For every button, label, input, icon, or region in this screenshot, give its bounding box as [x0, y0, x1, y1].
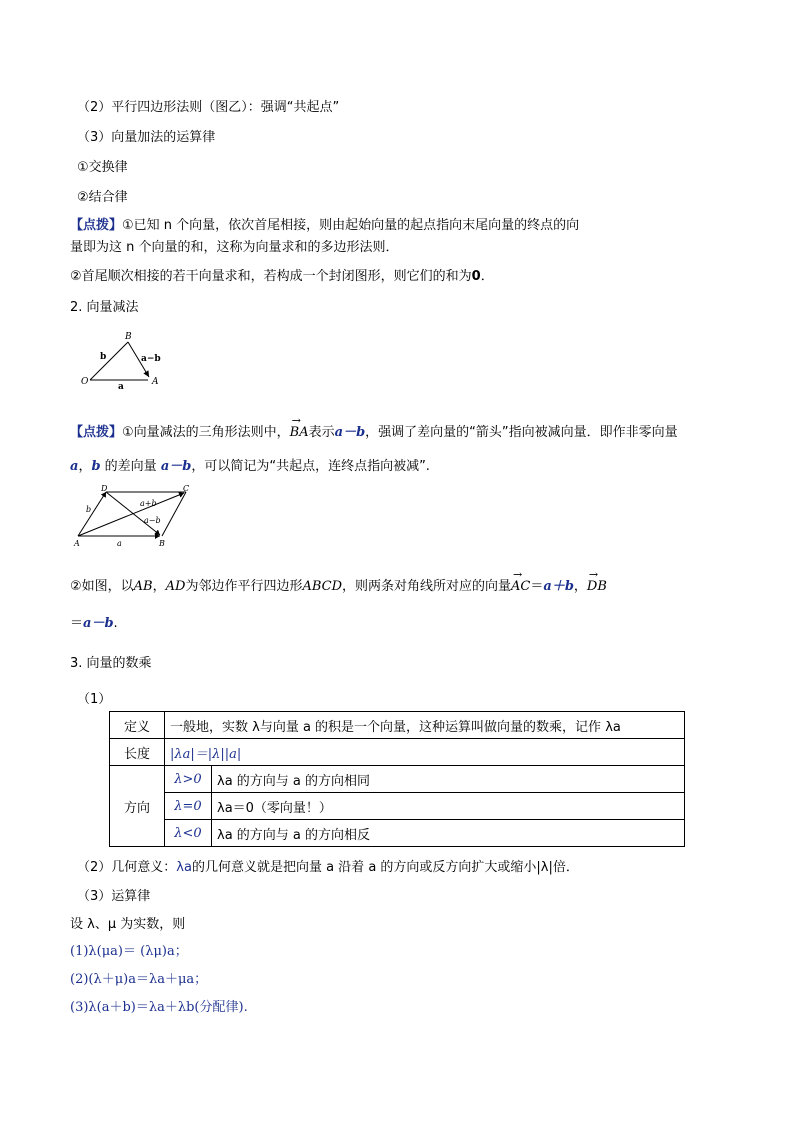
condition-zero: λ=0 [165, 793, 212, 820]
para-text-1: ②如图，以 [70, 579, 134, 594]
diagonal-AC [78, 493, 184, 536]
para-sum: a＋b [543, 579, 574, 594]
label-b2: b [86, 505, 92, 514]
vector-DB: → DB [587, 579, 607, 594]
definition-label: 定义 [110, 712, 165, 739]
table-row [110, 739, 685, 766]
tip3-comma: ， [78, 459, 92, 474]
tip3-diff: a－b [160, 459, 192, 474]
parallelogram-figure [72, 484, 200, 550]
direction-label: 方向 [110, 766, 165, 847]
label-B2: B [159, 539, 165, 548]
length-label: 长度 [110, 739, 165, 766]
subsection-1: （1） [77, 692, 112, 707]
label-a2: a [117, 539, 122, 548]
tip-paragraph-2 [70, 265, 494, 284]
law-3: (3)λ(a＋b)＝λa＋λb(分配律). [70, 1000, 248, 1015]
tip3-label: 【点拨】 [70, 425, 123, 440]
para2-eq: ＝ [70, 616, 84, 631]
side-CB [162, 492, 186, 536]
table-row [110, 820, 685, 847]
vector-AC: → AC [511, 579, 530, 594]
geo-label: （2）几何意义： [77, 860, 177, 875]
tip2-text: ②首尾顺次相接的若干向量求和，若构成一个封闭图形，则它们的和为 [70, 269, 472, 284]
length-text: |λa|＝|λ||a| [165, 739, 685, 766]
para-text-3: ，则两条对角线所对应的向量 [342, 579, 512, 594]
para-AB: AB [133, 579, 153, 594]
tip2-end: ． [480, 269, 494, 284]
direction-negative: λa 的方向与 a 的方向相反 [212, 820, 685, 847]
heading-addition-laws: （3）向量加法的运算律 [77, 130, 216, 145]
section-vector-subtraction: 2. 向量减法 [70, 300, 139, 315]
tip3-expr: a－b [334, 425, 366, 440]
definition-content: 一般地，实数 λ与向量 a 的积是一个向量，这种运算叫做向量的数乘，记作 λa [170, 719, 621, 735]
parallelogram-paragraph-1 [70, 575, 607, 594]
condition-positive: λ>0 [165, 766, 212, 793]
label-a: a [118, 382, 124, 392]
law-1: (1)λ(μa)＝ (λμ)a； [70, 944, 188, 959]
tip-paragraph-3b [70, 455, 430, 474]
tip3-b: b [91, 459, 101, 474]
label-A2: A [74, 539, 80, 548]
parallelogram-paragraph-2 [70, 612, 118, 631]
law-2: (2)(λ＋μ)a＝λa＋μa； [70, 972, 208, 987]
condition-negative: λ<0 [165, 820, 212, 847]
label-D: D [101, 484, 108, 493]
tip3-text-2: 表示 [308, 425, 335, 440]
table-row [110, 793, 685, 820]
para2-dot: . [113, 616, 118, 631]
tip-text-1b: 量即为这 n 个向量的和，这称为向量求和的多边形法则． [70, 240, 399, 255]
para2-expr: a－b [83, 616, 114, 631]
geo-text: 的几何意义就是把向量 a 沿着 a 的方向或反方向扩大或缩小|λ|倍． [191, 860, 579, 875]
table-row [110, 712, 685, 739]
tip3-text-4: 的差向量 [100, 459, 161, 474]
vector-b-line [90, 342, 128, 380]
tip3-a: a [70, 459, 79, 474]
label-a-minus-b2: a−b [144, 516, 161, 525]
tip3-text-5: ，可以简记为“共起点，连终点指向被减”. [191, 459, 430, 474]
heading-parallelogram-rule: （2）平行四边形法则（图乙）：强调“共起点” [77, 100, 340, 115]
label-C: C [183, 484, 190, 493]
section-scalar-multiplication: 3. 向量的数乘 [70, 656, 152, 671]
para-text-2: 为邻边作平行四边形 [185, 579, 303, 594]
tip-label: 【点拨】 [70, 218, 123, 233]
law-intro: 设 λ、μ 为实数，则 [70, 917, 186, 932]
geo-lambda-a: λa [176, 860, 192, 875]
direction-zero: λa＝0（零向量！） [212, 793, 685, 820]
side-AD [78, 492, 106, 536]
subtraction-triangle-figure [78, 328, 168, 392]
label-B: B [125, 332, 132, 342]
associative-law: ②结合律 [77, 190, 128, 205]
para-comma2: ， [573, 579, 587, 594]
tip-text-1a: ①已知 n 个向量，依次首尾相接，则由起始向量的起点指向末尾向量的终点的向 [122, 218, 580, 233]
tip3-text-3: ，强调了差向量的“箭头”指向被减向量．即作非零向量 [365, 425, 678, 440]
para-ABCD: ABCD [302, 579, 343, 594]
table-row [110, 766, 685, 793]
label-a-minus-b: a−b [141, 354, 161, 364]
scalar-multiplication-table [109, 711, 685, 847]
para-comma: ， [152, 579, 166, 594]
commutative-law: ①交换律 [77, 160, 128, 175]
direction-positive: λa 的方向与 a 的方向相同 [212, 766, 685, 793]
label-O: O [81, 377, 89, 387]
definition-text [165, 712, 685, 739]
subsection-laws: （3）运算律 [77, 889, 151, 904]
label-b: b [100, 352, 107, 362]
para-AD: AD [165, 579, 186, 594]
tip-paragraph-1 [70, 214, 579, 233]
label-a-plus-b: a+b [140, 499, 157, 508]
vector-BA: → BA [290, 425, 309, 440]
label-A: A [152, 377, 159, 387]
para-eq: ＝ [530, 579, 544, 594]
tip2-zero: 0 [471, 269, 481, 284]
tip-paragraph-3a [70, 421, 678, 440]
geometric-meaning [77, 856, 579, 875]
tip3-text-1: ①向量减法的三角形法则中， [122, 425, 290, 440]
